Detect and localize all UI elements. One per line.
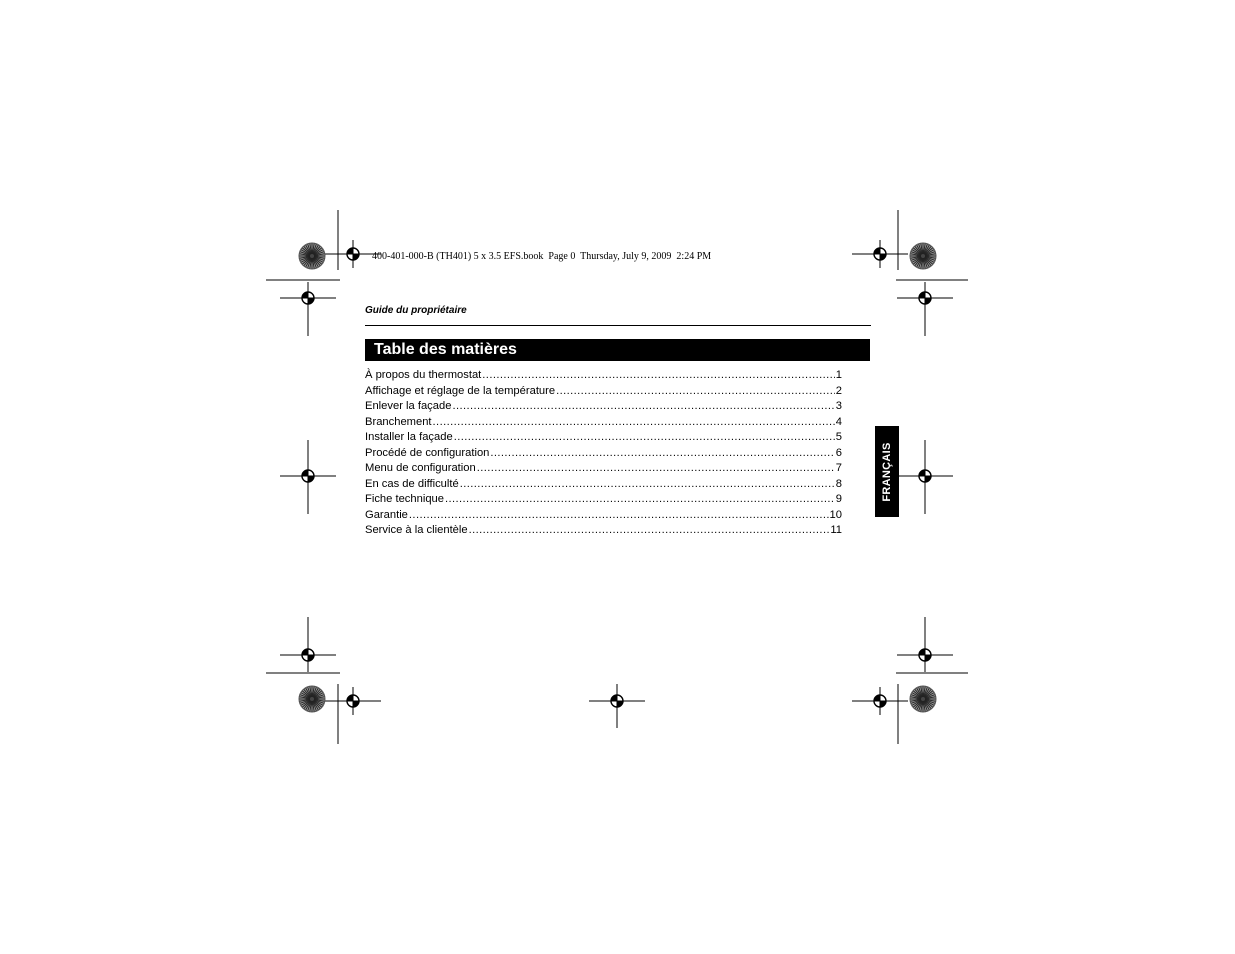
toc-entry[interactable]	[365, 477, 842, 493]
dot-leader	[445, 492, 835, 508]
toc-entry[interactable]	[365, 368, 842, 384]
toc-entry-page: 9	[835, 493, 842, 505]
registration-crosshair-icon	[325, 687, 381, 715]
toc-entry-page: 6	[835, 446, 842, 459]
toc-entry-label: À propos du thermostat	[365, 369, 482, 381]
registration-crosshair-icon	[897, 641, 953, 669]
registration-crosshair-icon	[280, 641, 336, 669]
toc-entry[interactable]	[365, 461, 842, 477]
registration-crosshair-icon	[897, 284, 953, 312]
registration-crosshair-icon	[589, 687, 645, 715]
registration-crosshair-icon	[897, 462, 953, 490]
toc-entry-label: Installer la façade	[365, 431, 453, 443]
registration-starburst-icon	[299, 243, 325, 269]
toc-entry-page: 4	[835, 415, 842, 428]
registration-crosshair-icon	[852, 687, 908, 715]
toc-entry-page: 7	[835, 462, 842, 474]
toc-entry-label: Garantie	[365, 508, 408, 521]
toc-entry-page: 10	[829, 508, 842, 521]
dot-leader	[469, 523, 830, 539]
toc-entry-label: Menu de configuration	[365, 462, 476, 474]
registration-starburst-icon	[910, 686, 936, 712]
guide-title: Guide du propriétaire	[365, 305, 467, 316]
dot-leader	[482, 368, 834, 384]
toc-entry-page: 8	[835, 477, 842, 490]
toc-entry-label: En cas de difficulté	[365, 477, 459, 490]
toc-entry[interactable]	[365, 446, 842, 462]
registration-starburst-icon	[299, 686, 325, 712]
registration-crosshair-icon	[280, 462, 336, 490]
dot-leader	[433, 415, 835, 431]
registration-starburst-icon	[910, 243, 936, 269]
language-tab-label: FRANÇAIS	[881, 441, 893, 502]
dot-leader	[409, 508, 829, 524]
toc-entry[interactable]	[365, 415, 842, 431]
toc-entry-label: Affichage et réglage de la température	[365, 384, 556, 397]
dot-leader	[490, 446, 834, 462]
toc-title-banner	[365, 339, 870, 361]
toc-entry[interactable]	[365, 384, 842, 400]
toc-entry-page: 11	[830, 524, 842, 536]
language-tab	[875, 426, 899, 517]
dot-leader	[452, 399, 834, 415]
toc-entry[interactable]	[365, 508, 842, 524]
toc-entry-label: Procédé de configuration	[365, 446, 490, 459]
registration-crosshair-icon	[280, 284, 336, 312]
toc-entry-page: 5	[835, 431, 842, 443]
header-rule	[365, 325, 871, 326]
toc-entry[interactable]	[365, 492, 842, 508]
toc-entry-page: 3	[835, 400, 842, 412]
toc-title: Table des matières	[374, 341, 517, 358]
toc-entry[interactable]	[365, 430, 842, 446]
dot-leader	[454, 430, 835, 446]
book-file-header: 400-401-000-B (TH401) 5 x 3.5 EFS.book Page 0 Thursday, July 9, 2009 2:24 PM	[372, 251, 712, 262]
dot-leader	[477, 461, 835, 477]
toc-entry-page: 1	[835, 369, 842, 381]
toc-entry-page: 2	[835, 384, 842, 397]
toc-entry-label: Service à la clientèle	[365, 524, 468, 536]
toc-entry[interactable]	[365, 523, 842, 539]
toc-list	[365, 368, 842, 539]
toc-entry-label: Fiche technique	[365, 493, 444, 505]
toc-entry-label: Enlever la façade	[365, 400, 452, 412]
registration-crosshair-icon	[852, 240, 908, 268]
toc-entry-label: Branchement	[365, 415, 432, 428]
dot-leader	[460, 477, 835, 493]
toc-entry[interactable]	[365, 399, 842, 415]
dot-leader	[556, 384, 835, 400]
